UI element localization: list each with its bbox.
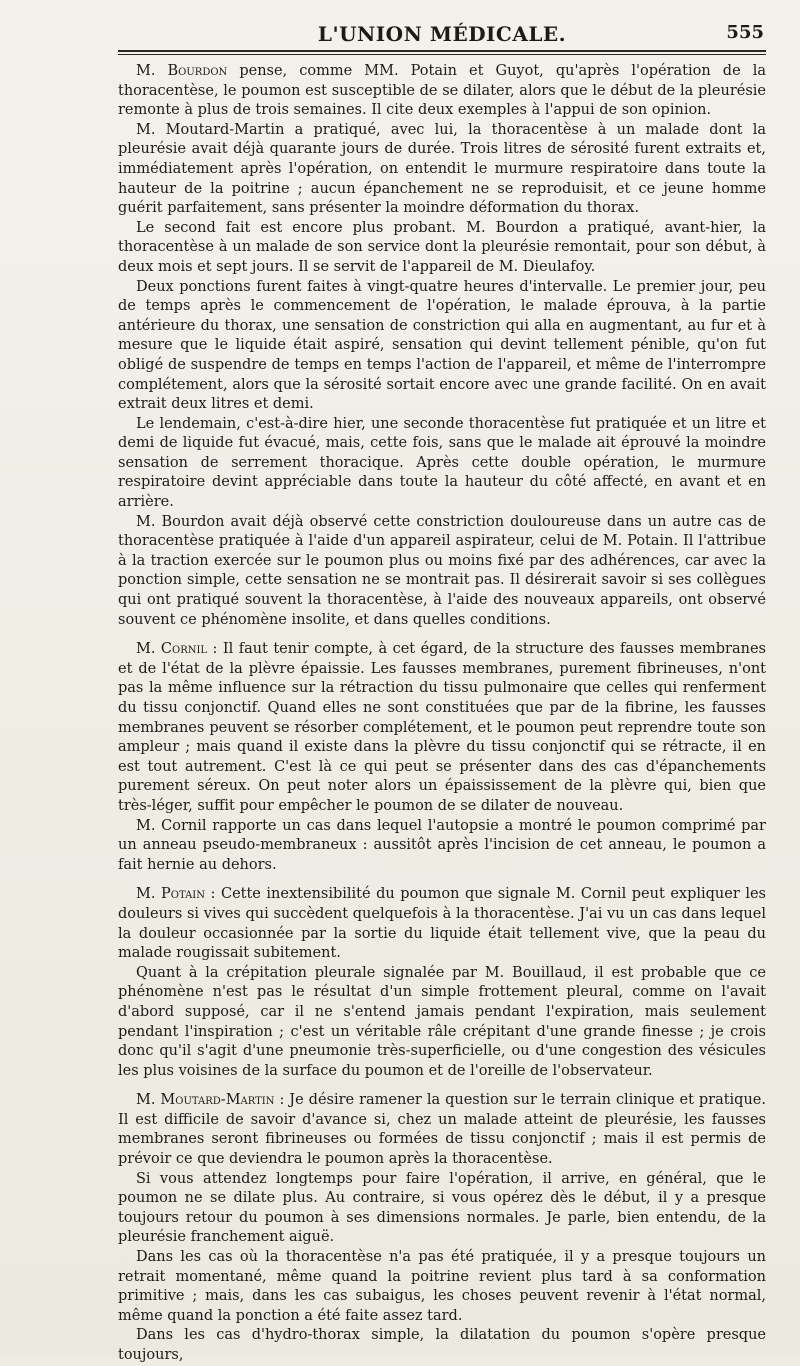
paragraph <box>118 1326 766 1365</box>
page-number: 555 <box>726 22 764 43</box>
paragraph <box>118 1170 766 1248</box>
paragraph-text: Quant à la crépitation pleurale signalée par M. Bouillaud, il est probable que ce phénomène n'est pas le résultat d'un simple frottement pleural, comme on l'avait d'abord supposé, car il ne s'entend jamais pendant l'expiration, mais seulement pendant l'inspiration ; c'est un véritable râle crépitant d'une grande finesse ; je crois donc qu'il s'agit d'une pneumonie très-superficielle, ou d'une congestion des vésicules les plus voisines de la surface du poumon et de l'oreille de l'observateur. <box>118 964 766 1079</box>
paragraph <box>118 817 766 876</box>
paragraph <box>118 415 766 513</box>
paragraph-text: M. Moutard-Martin a pratiqué, avec lui, la thoracentèse à un malade dont la pleurésie avait déjà quarante jours de durée. Trois litres de sérosité furent extraits et, immédiatement après l'opération, on entendit le murmure respiratoire dans toute la hauteur de la poitrine ; aucun épanchement ne se reproduisit, et ce jeune homme guérit parfaitement, sans présenter la moindre déformation du thorax. <box>118 121 766 217</box>
paragraph-text: Dans les cas d'hydro-thorax simple, la dilatation du poumon s'opère presque toujours, <box>118 1327 766 1363</box>
paragraph-text: pense, comme MM. Potain et Guyot, qu'après l'opération de la thoracentèse, le poumon est susceptible de se dilater, alors que le début de la pleurésie remonte à plus de trois semaines. Il cite deux exemples à l'appui de son opinion. <box>118 63 766 119</box>
paragraph <box>118 278 766 415</box>
paragraph-text: Le lendemain, c'est-à-dire hier, une seconde thoracentèse fut pratiquée et un litre et demi de liquide fut évacué, mais, cette fois, sans que le malade ait éprouvé la moindre sensation de serrement thoracique. Après cette double opération, le murmure respiratoire devint appréciable dans toute la hauteur du côté affecté, en avant et en arrière. <box>118 415 766 511</box>
paragraph-text: M. Bourdon avait déjà observé cette constriction douloureuse dans un autre cas de thoracentèse pratiquée à l'aide d'un appareil aspirateur, celui de M. Potain. Il l'attribue à la traction exercée sur le poumon plus ou moins fixé par des adhérences, car avec la ponction simple, cette sensation ne se montrait pas. Il désirerait savoir si ses collègues qui ont pratiqué souvent la thoracentèse, à l'aide des nouveaux appareils, ont observé souvent ce phénomène insolite, et dans quelles conditions. <box>118 513 766 628</box>
paragraph-text: Le second fait est encore plus probant. M. Bourdon a pratiqué, avant-hier, la thoracentèse à un malade de son service dont la pleurésie remontait, pour son début, à deux mois et sept jours. Il se servit de l'appareil de M. Dieulafoy. <box>118 219 766 275</box>
paragraph <box>118 640 766 816</box>
speaker-name: M. Potain <box>136 886 205 903</box>
paragraph-text: : Cette inextensibilité du poumon que signale M. Cornil peut expliquer les douleurs si vives qui succèdent quelquefois à la thoracentèse. J'ai vu un cas dans lequel la douleur occasionnée par la sortie du liquide était tellement vive, que la peau du malade rougissait subitement. <box>118 886 766 962</box>
paragraph <box>118 513 766 631</box>
speaker-name: M. Moutard-Martin <box>136 1092 275 1109</box>
paragraph <box>118 964 766 1082</box>
article-body <box>118 62 766 1366</box>
paragraph-text: Si vous attendez longtemps pour faire l'opération, il arrive, en général, que le poumon ne se dilate plus. Au contraire, si vous opérez dès le début, il y a presque toujours retour du poumon à ses dimensions normales. Je parle, bien entendu, de la pleurésie franchement aiguë. <box>118 1170 766 1246</box>
running-header <box>118 18 766 52</box>
paragraph-text: M. Cornil rapporte un cas dans lequel l'autopsie a montré le poumon comprimé par un anneau pseudo-membraneux : aussitôt après l'incision de cet anneau, le poumon a fait hernie au dehors. <box>118 817 766 873</box>
header-rule <box>118 54 766 55</box>
paragraph <box>118 62 766 121</box>
paragraph-text: Dans les cas où la thoracentèse n'a pas été pratiquée, il y a presque toujours un retrait momentané, même quand la poitrine revient plus tard à sa conformation primitive ; mais, dans les cas subaigus, les choses peuvent revenir à l'état normal, même quand la ponction a été faite assez tard. <box>118 1249 766 1324</box>
paragraph <box>118 219 766 278</box>
paragraph <box>118 121 766 219</box>
speaker-name: M. Bourdon <box>136 63 228 79</box>
journal-title: L'UNION MÉDICALE. <box>317 22 567 46</box>
paragraph <box>118 885 766 963</box>
speaker-name: M. Cornil <box>136 641 208 658</box>
paragraph-text: : Il faut tenir compte, à cet égard, de la structure des fausses membranes et de l'état de la plèvre épaissie. Les fausses membranes, purement fibrineuses, n'ont pas la même influence sur la rétraction du tissu pulmonaire que celles qui renferment du tissu conjonctif. Quand elles ne sont constituées que par de la fibrine, les fausses membranes peuvent se résorber complétement, et le poumon peut reprendre toute son ampleur ; mais quand il existe dans la plèvre du tissu conjonctif qui se rétracte, il en est tout autrement. C'est là ce qui peut se présenter dans des cas d'épanchements purement séreux. On peut noter alors un épaississement de la plèvre qui, bien que très-léger, suffit pour empêcher le poumon de se dilater de nouveau. <box>118 641 766 814</box>
paragraph-text: Deux ponctions furent faites à vingt-quatre heures d'intervalle. Le premier jour, peu de temps après le commencement de l'opération, le malade éprouva, à la partie antérieure du thorax, une sensation de constriction qui alla en augmentant, au fur et à mesure que le liquide était aspiré, sensation qui devint tellement pénible, qu'on fut obligé de suspendre de temps en temps l'action de l'appareil, et même de l'interrompre complétement, alors que la sérosité sortait encore avec une grande facilité. On en avait extrait deux litres et demi. <box>118 278 766 413</box>
paragraph-text: : Je désire ramener la question sur le terrain clinique et pratique. Il est difficile de savoir d'avance si, chez un malade atteint de pleurésie, les fausses membranes seront fibrineuses ou formées de tissu conjonctif ; mais il est permis de prévoir ce que deviendra le poumon après la thoracentèse. <box>118 1092 766 1168</box>
paragraph <box>118 1248 766 1326</box>
paragraph <box>118 1091 766 1169</box>
